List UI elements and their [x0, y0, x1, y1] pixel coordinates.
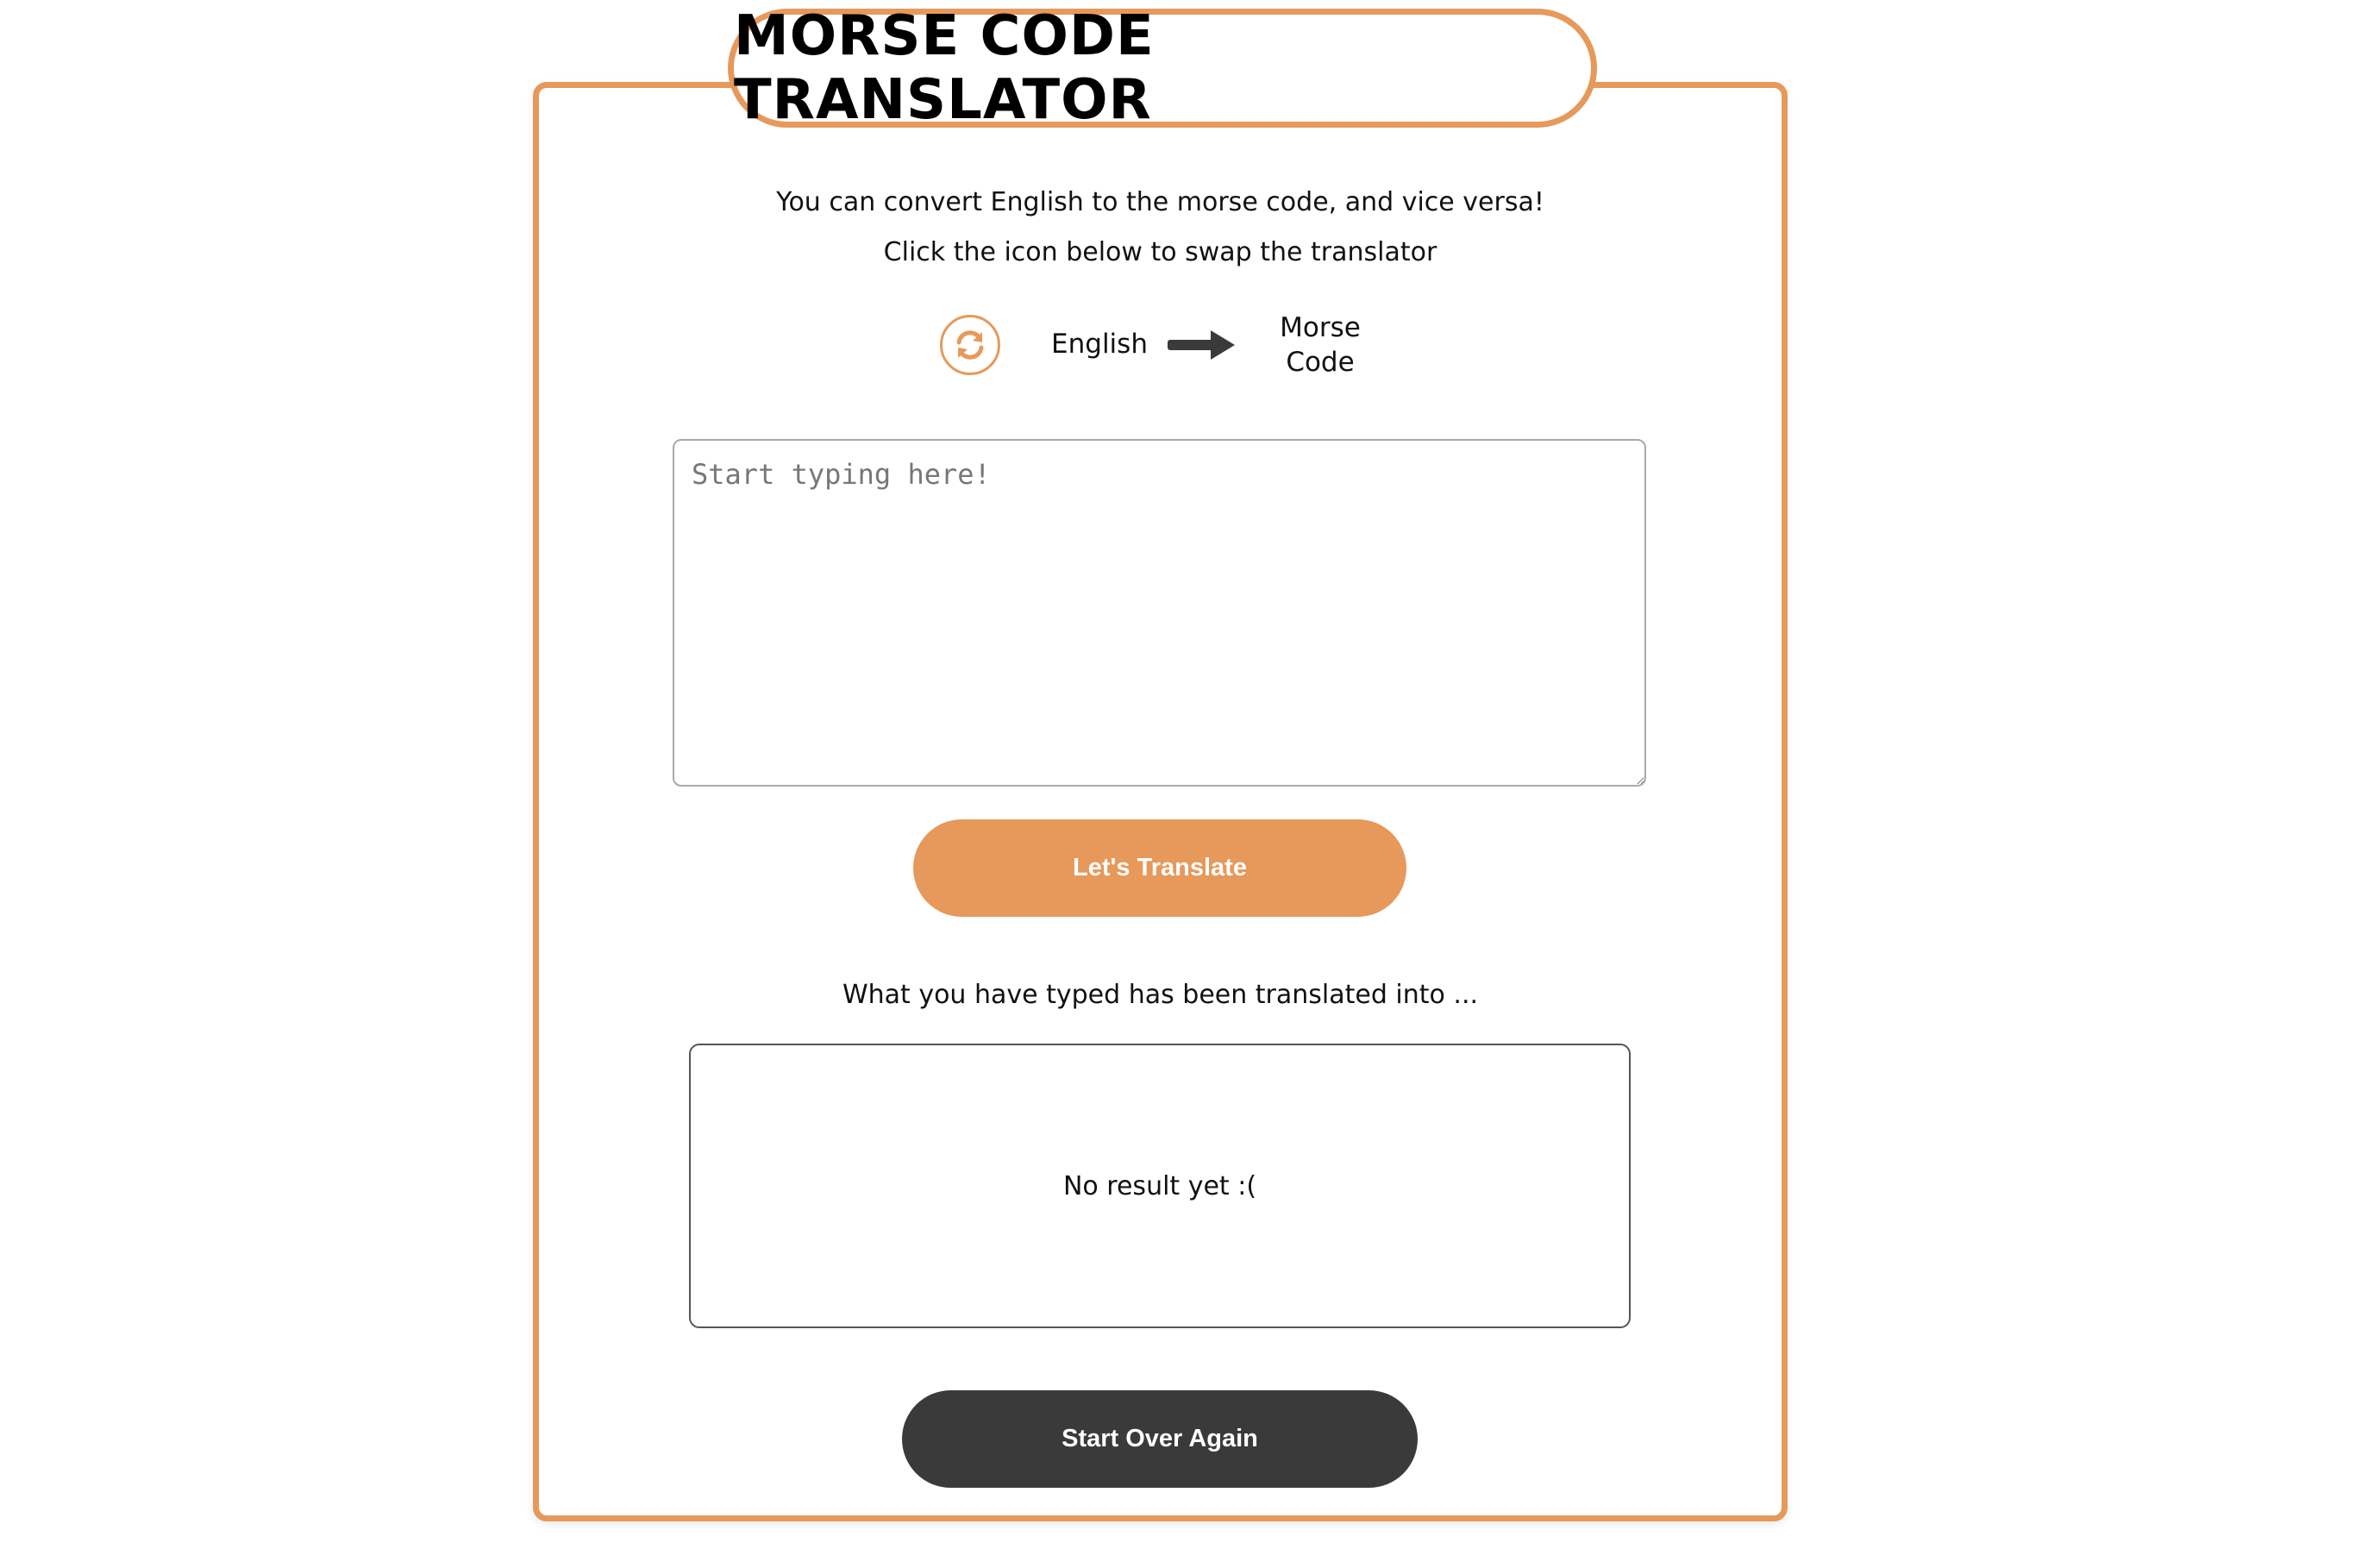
intro-line-1: You can convert English to the morse code, and vice versa! — [776, 187, 1544, 217]
direction-row — [533, 306, 1788, 389]
start-over-button[interactable]: Start Over Again — [902, 1390, 1418, 1488]
translate-button[interactable]: Let's Translate — [913, 819, 1406, 917]
title-badge — [728, 4, 1597, 132]
swap-button[interactable] — [940, 315, 1000, 375]
target-language-label — [1256, 310, 1385, 379]
target-language-line-1: Morse — [1280, 312, 1361, 343]
refresh-icon — [951, 326, 989, 364]
page-title: MORSE CODE TRANSLATOR — [734, 4, 1155, 132]
target-language-line-2: Code — [1286, 347, 1355, 378]
result-box — [689, 1044, 1631, 1328]
text-input[interactable] — [673, 439, 1646, 787]
intro-line-2: Click the icon below to swap the translator — [883, 237, 1437, 267]
result-caption: What you have typed has been translated into ... — [842, 980, 1479, 1010]
arrow-right-icon — [1168, 330, 1235, 360]
source-language-label: English — [1051, 329, 1148, 360]
result-text: No result yet :( — [1062, 1170, 1257, 1201]
